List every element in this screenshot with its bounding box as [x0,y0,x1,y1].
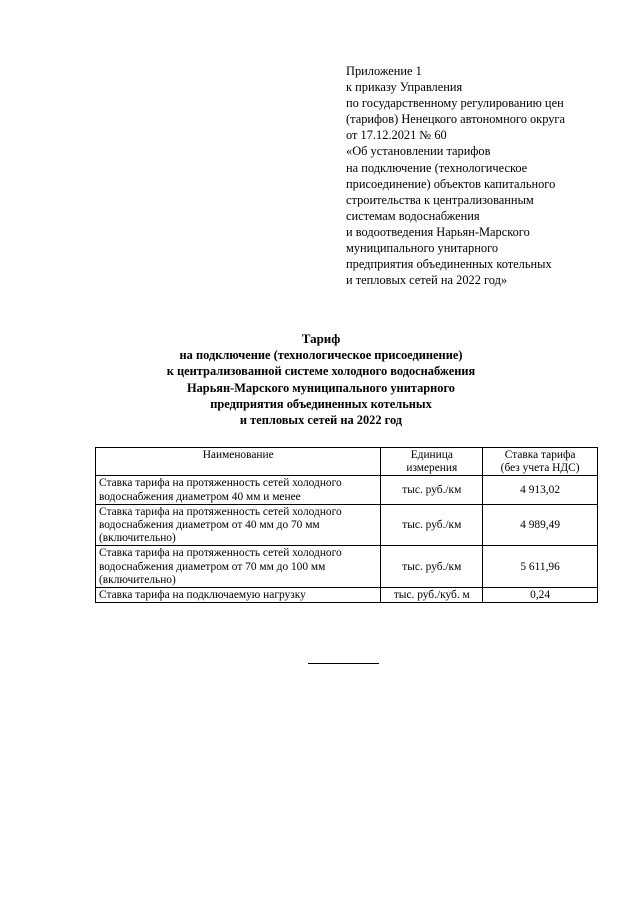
tariff-table [95,447,598,603]
row-rate: 0,24 [483,588,598,603]
appendix-line: присоединение) объектов капитального [346,176,556,191]
row-rate: 4 989,49 [483,504,598,546]
header-rate [483,448,598,476]
appendix-line: к приказу Управления [346,80,463,95]
row-rate: 4 913,02 [483,476,598,504]
title-line: и тепловых сетей на 2022 год [239,413,403,428]
appendix-line: предприятия объединенных котельных [346,257,552,272]
row-name-line: водоснабжения диаметром 40 мм и менее [99,490,301,503]
title-line: к централизованной системе холодного водоснабжения [166,364,476,379]
header-rate-line: Ставка тарифа [504,449,576,461]
table-row [96,546,598,588]
header-unit [381,448,483,476]
title-main: Тариф [301,331,341,346]
header-unit-line: Единица [410,449,453,461]
appendix-line: системам водоснабжения [346,208,480,223]
appendix-line: «Об установлении тарифов [346,144,491,159]
row-name [96,476,381,504]
row-name-line: Ставка тарифа на протяженность сетей холодного [99,477,342,490]
table-row [96,588,598,603]
row-name-line: Ставка тарифа на подключаемую нагрузку [99,589,306,602]
title-line: предприятия объединенных котельных [210,396,432,411]
table-row [96,504,598,546]
header-name-label: Наименование [202,449,274,461]
row-unit: тыс. руб./км [381,504,483,546]
table-row [96,476,598,504]
appendix-line: и тепловых сетей на 2022 год» [346,273,508,288]
document-title [90,331,552,428]
header-rate-line: (без учета НДС) [500,462,580,475]
header-name [96,448,381,476]
appendix-line: муниципального унитарного [346,241,499,256]
appendix-line: (тарифов) Ненецкого автономного округа [346,112,566,127]
row-unit: тыс. руб./куб. м [381,588,483,603]
row-unit: тыс. руб./км [381,546,483,588]
row-name [96,546,381,588]
appendix-line: по государственному регулированию цен [346,96,564,111]
row-unit: тыс. руб./км [381,476,483,504]
title-line: Нарьян-Марского муниципального унитарного [186,380,456,395]
appendix-line: от 17.12.2021 № 60 [346,128,447,143]
appendix-line: строительства к централизованным [346,192,534,207]
appendix-line: Приложение 1 [346,64,422,78]
row-name [96,504,381,546]
appendix-line: и водоотведения Нарьян-Марского [346,224,530,239]
row-name-line: Ставка тарифа на протяженность сетей холодного [99,547,342,560]
appendix-line: на подключение (технологическое [346,160,528,175]
row-name-line: Ставка тарифа на протяженность сетей холодного [99,505,342,518]
appendix-header [346,63,616,288]
table-header-row [96,448,598,476]
row-name-line: (включительно) [99,532,176,545]
row-name-line: водоснабжения диаметром от 40 мм до 70 мм [99,519,320,532]
row-name-line: (включительно) [99,573,176,586]
separator-line [308,663,379,664]
row-name-line: водоснабжения диаметром от 70 мм до 100 мм [99,560,326,573]
row-rate: 5 611,96 [483,546,598,588]
row-name [96,588,381,603]
title-line: на подключение (технологическое присоединение) [179,348,463,363]
header-unit-line: измерения [406,462,458,475]
